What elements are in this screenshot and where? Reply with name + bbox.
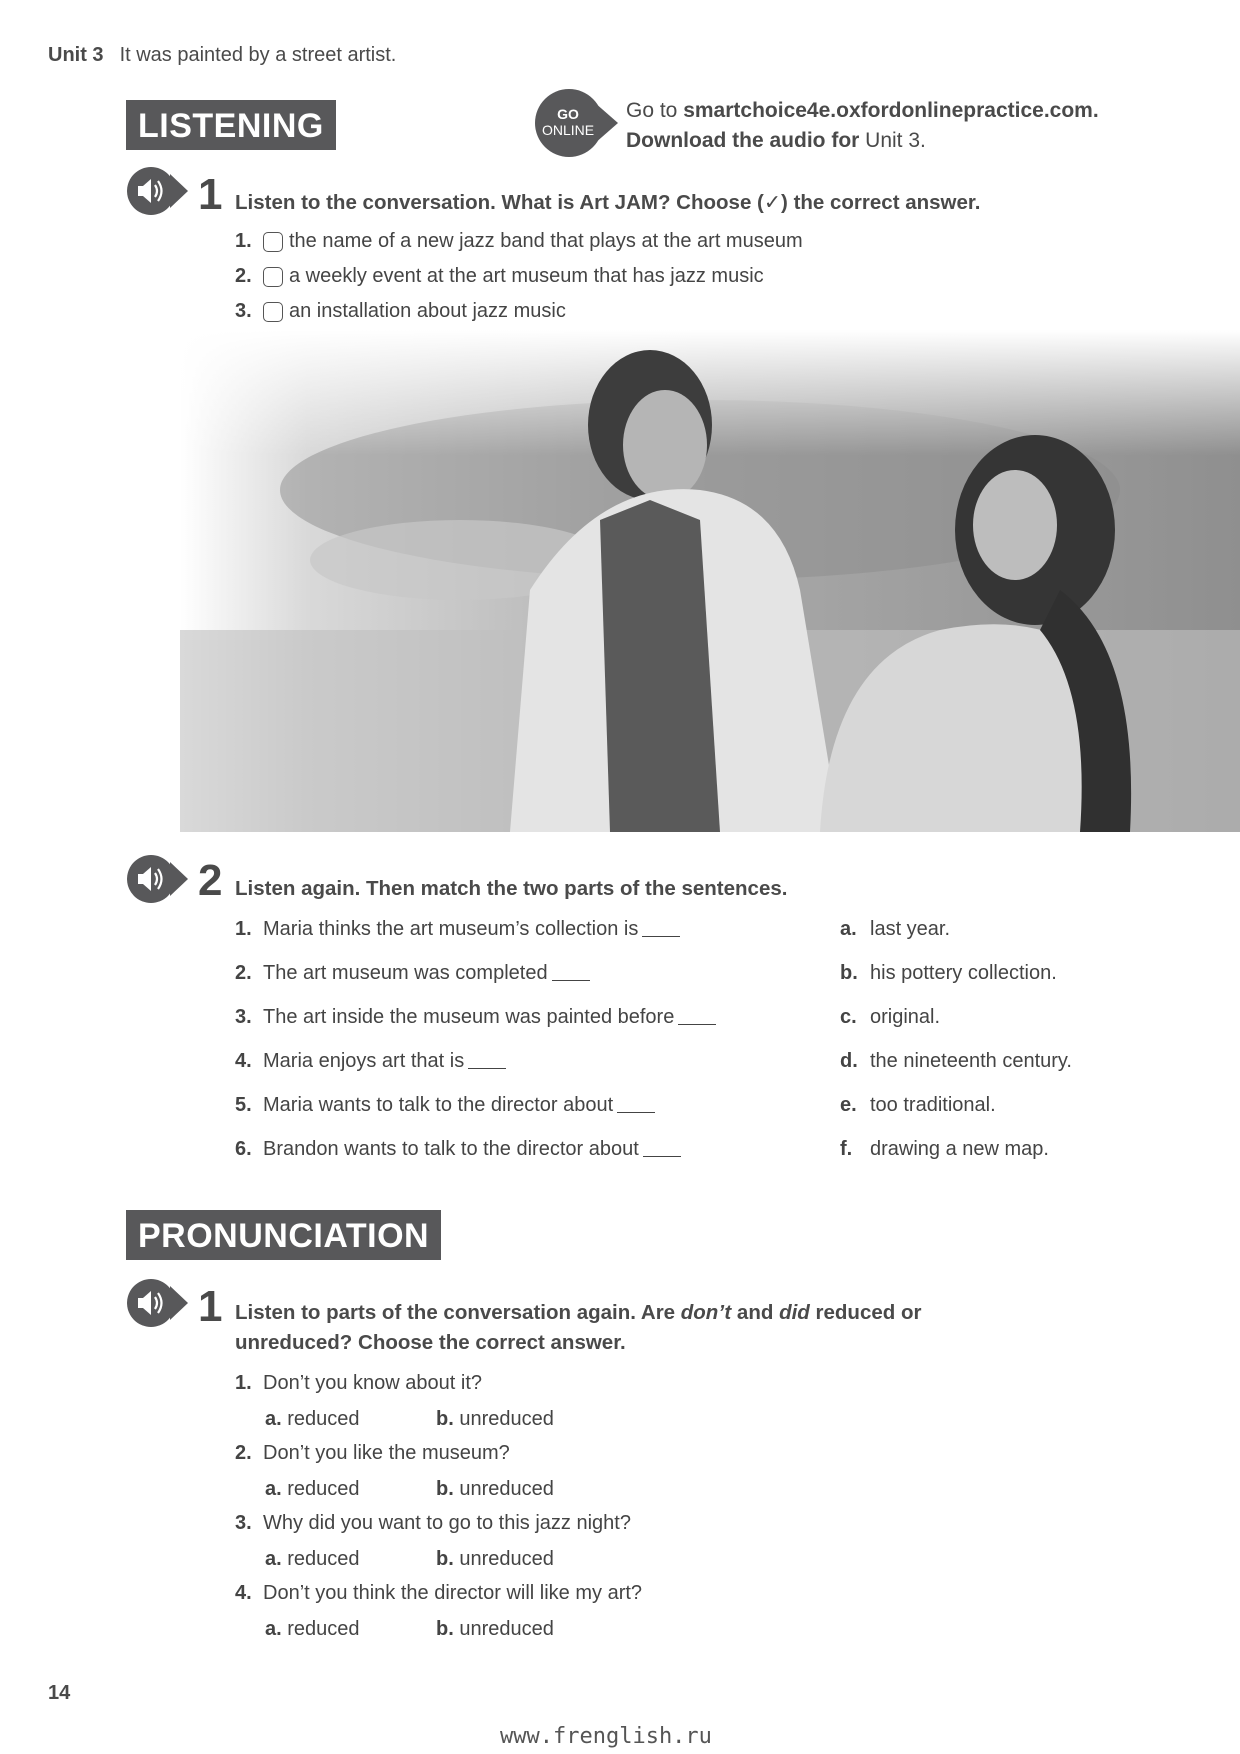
option-text: reduced — [287, 1548, 360, 1570]
instruction-text: unreduced? Choose the correct answer. — [235, 1331, 626, 1354]
answer-option-a[interactable] — [265, 1548, 360, 1571]
answer-blank[interactable] — [468, 1054, 506, 1069]
instruction-keyword-dont: don’t — [680, 1301, 732, 1324]
item-number: 5. — [235, 1094, 252, 1116]
option-letter: b. — [436, 1408, 454, 1430]
item-text: Maria thinks the art museum’s collection is — [263, 918, 639, 940]
page-number: 14 — [48, 1682, 71, 1704]
instruction-text: reduced or — [809, 1301, 922, 1324]
item-number: 6. — [235, 1138, 252, 1160]
option-text: the name of a new jazz band that plays at the art museum — [289, 230, 803, 252]
item-letter: e. — [840, 1094, 857, 1116]
item-text: The art museum was completed — [263, 962, 548, 984]
item-number: 3. — [235, 1006, 252, 1028]
option-text: reduced — [287, 1478, 360, 1500]
pronunciation-section-header: PRONUNCIATION — [126, 1210, 441, 1260]
matching-right-item — [840, 1094, 996, 1117]
question-number: 3. — [235, 1512, 252, 1534]
option-number: 1. — [235, 230, 252, 252]
exercise-instruction: Listen again. Then match the two parts of the sentences. — [235, 877, 788, 900]
item-letter: b. — [840, 962, 858, 984]
audio-play-icon[interactable] — [126, 1278, 188, 1328]
answer-blank[interactable] — [552, 966, 590, 981]
audio-play-icon[interactable] — [126, 854, 188, 904]
item-number: 4. — [235, 1050, 252, 1072]
item-text: the nineteenth century. — [870, 1050, 1072, 1072]
answer-blank[interactable] — [617, 1098, 655, 1113]
answer-option-a[interactable] — [265, 1478, 360, 1501]
answer-blank[interactable] — [678, 1010, 716, 1025]
matching-left-item — [235, 1094, 655, 1117]
option-text: a weekly event at the art museum that has jazz music — [289, 265, 764, 287]
matching-left-item — [235, 918, 680, 941]
download-audio-unit: Unit 3. — [865, 129, 926, 152]
item-text: Maria wants to talk to the director about — [263, 1094, 614, 1116]
item-letter: d. — [840, 1050, 858, 1072]
answer-option-b[interactable] — [436, 1478, 554, 1501]
item-text: too traditional. — [870, 1094, 996, 1116]
item-text: The art inside the museum was painted before — [263, 1006, 675, 1028]
exercise-number: 2 — [198, 856, 223, 905]
go-online-info — [626, 96, 1099, 156]
option-text: reduced — [287, 1408, 360, 1430]
unit-title: It was painted by a street artist. — [119, 44, 397, 66]
matching-right-item — [840, 918, 950, 941]
question-number: 2. — [235, 1442, 252, 1464]
question-text: Don’t you know about it? — [263, 1372, 483, 1394]
answer-option-a[interactable] — [265, 1618, 360, 1641]
question-number: 1. — [235, 1372, 252, 1394]
option-letter: a. — [265, 1408, 282, 1430]
option-text: unreduced — [459, 1548, 554, 1570]
go-online-badge-line1: GO — [557, 106, 579, 122]
option-letter: a. — [265, 1618, 282, 1640]
matching-right-item — [840, 1006, 940, 1029]
question-number: 4. — [235, 1582, 252, 1604]
option-letter: b. — [436, 1548, 454, 1570]
option-text: reduced — [287, 1618, 360, 1640]
option-text: unreduced — [459, 1478, 554, 1500]
question-item — [235, 1582, 642, 1605]
item-letter: f. — [840, 1138, 853, 1160]
answer-checkbox[interactable] — [263, 267, 283, 287]
question-item — [235, 1372, 482, 1395]
website-watermark[interactable]: www.frenglish.ru — [500, 1724, 712, 1749]
item-number: 2. — [235, 962, 252, 984]
list-item — [235, 300, 566, 323]
item-text: Maria enjoys art that is — [263, 1050, 465, 1072]
option-text: an installation about jazz music — [289, 300, 566, 322]
matching-right-item — [840, 1050, 1072, 1073]
question-item — [235, 1512, 631, 1535]
listening-section-header: LISTENING — [126, 100, 336, 150]
instruction-keyword-did: did — [779, 1301, 810, 1324]
matching-right-item — [840, 962, 1057, 985]
option-text: unreduced — [459, 1408, 554, 1430]
option-letter: a. — [265, 1548, 282, 1570]
question-text: Don’t you like the museum? — [263, 1442, 510, 1464]
matching-left-item — [235, 1006, 716, 1029]
answer-checkbox[interactable] — [263, 232, 283, 252]
go-online-badge[interactable] — [534, 88, 618, 158]
exercise-instruction: Listen to the conversation. What is Art JAM? Choose (✓) the correct answer. — [235, 191, 981, 214]
answer-blank[interactable] — [643, 1142, 681, 1157]
exercise-number: 1 — [198, 1282, 223, 1331]
conversation-photo — [180, 330, 1240, 832]
question-item — [235, 1442, 510, 1465]
list-item — [235, 265, 764, 288]
option-number: 2. — [235, 265, 252, 287]
answer-blank[interactable] — [642, 922, 680, 937]
item-text: Brandon wants to talk to the director about — [263, 1138, 639, 1160]
option-number: 3. — [235, 300, 252, 322]
option-letter: a. — [265, 1478, 282, 1500]
instruction-text: Listen to parts of the conversation again. Are — [235, 1301, 681, 1324]
exercise-number: 1 — [198, 170, 223, 219]
item-text: last year. — [870, 918, 951, 940]
unit-header — [48, 44, 396, 67]
matching-right-item — [840, 1138, 1049, 1161]
go-online-prefix: Go to — [626, 99, 684, 122]
option-letter: b. — [436, 1478, 454, 1500]
list-item — [235, 230, 803, 253]
matching-left-item — [235, 1138, 681, 1161]
download-audio-prefix: Download the audio for — [626, 129, 866, 152]
matching-left-item — [235, 962, 590, 985]
answer-option-b[interactable] — [436, 1408, 554, 1431]
item-text: drawing a new map. — [870, 1138, 1049, 1160]
question-text: Why did you want to go to this jazz night? — [263, 1512, 631, 1534]
answer-option-a[interactable] — [265, 1408, 360, 1431]
unit-label: Unit 3 — [48, 44, 104, 66]
option-text: unreduced — [459, 1618, 554, 1640]
go-online-url[interactable]: smartchoice4e.oxfordonlinepractice.com. — [683, 99, 1099, 122]
answer-option-b[interactable] — [436, 1548, 554, 1571]
answer-checkbox[interactable] — [263, 302, 283, 322]
item-number: 1. — [235, 918, 252, 940]
question-text: Don’t you think the director will like my art? — [263, 1582, 643, 1604]
item-text: his pottery collection. — [870, 962, 1057, 984]
audio-play-icon[interactable] — [126, 166, 188, 216]
matching-left-item — [235, 1050, 506, 1073]
option-letter: b. — [436, 1618, 454, 1640]
answer-option-b[interactable] — [436, 1618, 554, 1641]
item-letter: c. — [840, 1006, 857, 1028]
instruction-text: and — [731, 1301, 780, 1324]
item-text: original. — [870, 1006, 941, 1028]
exercise-instruction — [235, 1298, 921, 1358]
go-online-badge-line2: ONLINE — [541, 122, 595, 138]
item-letter: a. — [840, 918, 857, 940]
